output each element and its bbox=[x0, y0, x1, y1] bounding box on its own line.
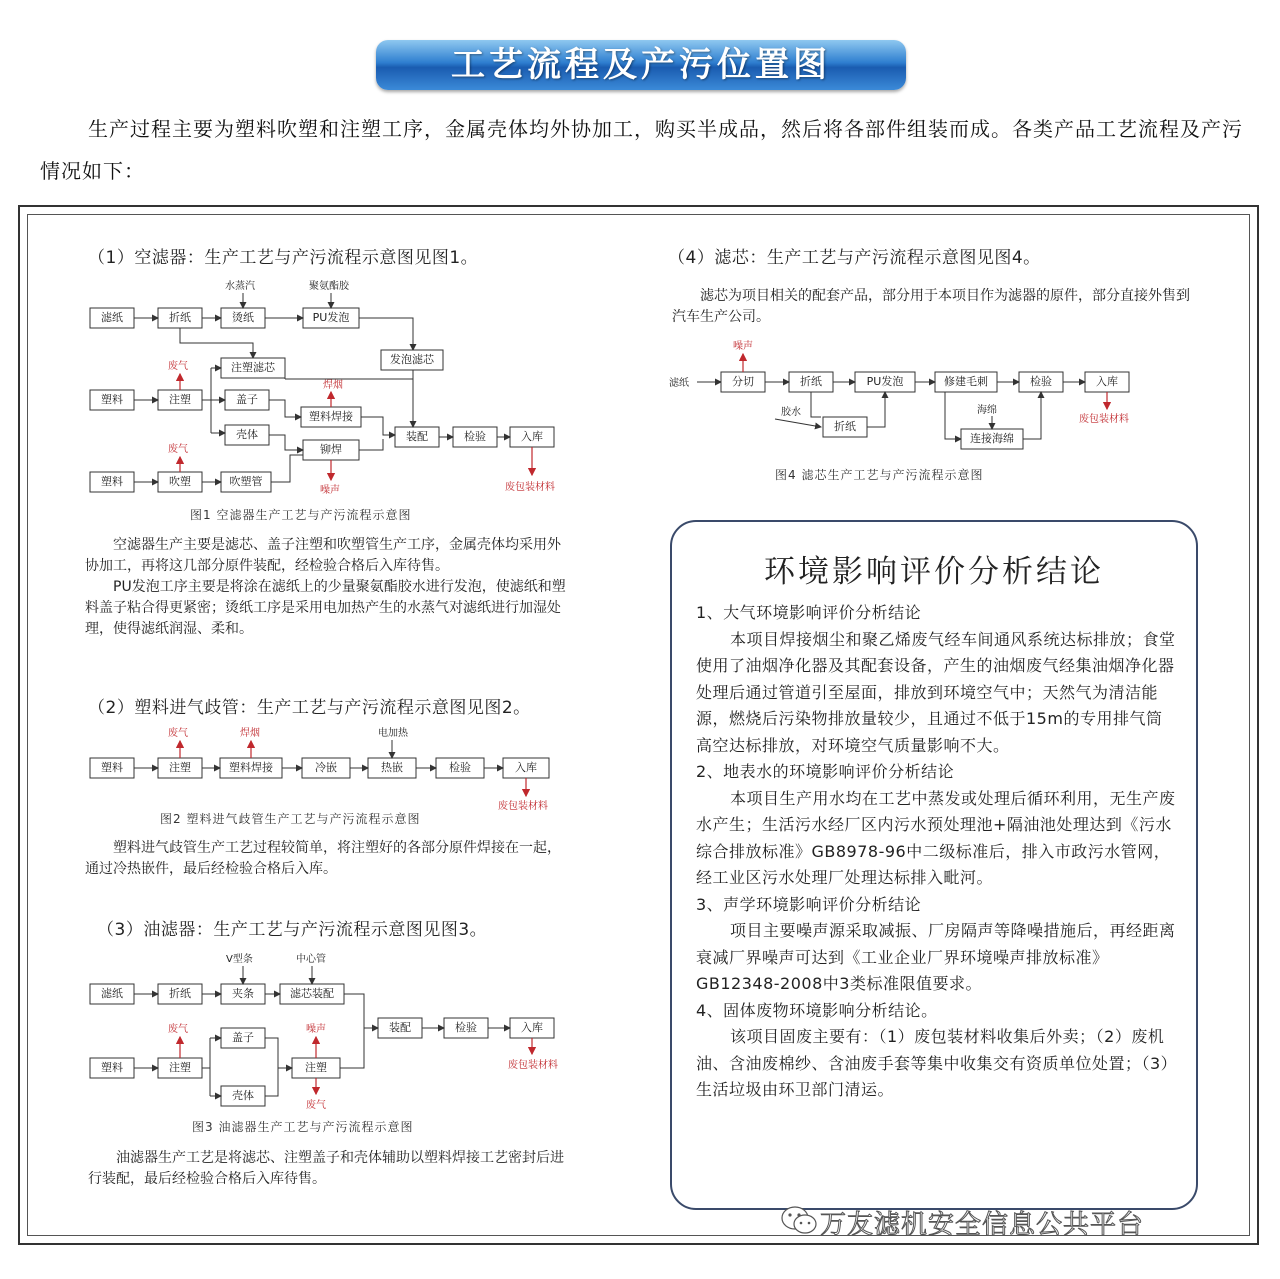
section3-para1: 油滤器生产工艺是将滤芯、注塑盖子和壳体辅助以塑料焊接工艺密封后进行装配，最后经检验合格后入库待售。 bbox=[88, 1150, 564, 1187]
svg-text:入库: 入库 bbox=[521, 430, 543, 443]
conclusion-body bbox=[696, 600, 1176, 1104]
svg-text:烫纸: 烫纸 bbox=[232, 311, 254, 324]
node-ruku bbox=[510, 1018, 554, 1038]
node-tangzhi bbox=[221, 308, 265, 328]
node-chuisu bbox=[158, 472, 202, 492]
figure2-flowchart bbox=[88, 722, 568, 814]
watermark-text: 万友滤机安全信息公共平台 bbox=[820, 1210, 1145, 1240]
svg-text:入库: 入库 bbox=[515, 761, 537, 774]
svg-text:盖子: 盖子 bbox=[236, 393, 258, 406]
node-zhuangpei bbox=[378, 1018, 422, 1038]
node-suliao bbox=[90, 758, 134, 778]
svg-text:滤纸: 滤纸 bbox=[101, 311, 123, 324]
svg-text:检验: 检验 bbox=[455, 1021, 477, 1034]
node-jianyan bbox=[444, 1018, 488, 1038]
section4-para1: 滤芯为项目相关的配套产品，部分用于本项目作为滤器的原件，部分直接外售到汽车生产公司。 bbox=[672, 288, 1190, 325]
svg-text:冷嵌: 冷嵌 bbox=[315, 761, 337, 774]
svg-text:注塑: 注塑 bbox=[169, 1061, 191, 1074]
svg-text:壳体: 壳体 bbox=[232, 1089, 254, 1102]
section3-text bbox=[88, 1148, 570, 1190]
node-kety bbox=[221, 1086, 265, 1106]
node-suliao bbox=[90, 1058, 134, 1078]
node-fapaolvxin bbox=[381, 350, 443, 370]
label-feiqi2: 废气 bbox=[168, 444, 188, 455]
node-lvzhi bbox=[90, 984, 134, 1004]
node-jianyan bbox=[1019, 372, 1063, 392]
svg-text:入库: 入库 bbox=[1096, 375, 1118, 388]
node-zhuangpei-a bbox=[395, 427, 439, 447]
svg-text:塑料焊接: 塑料焊接 bbox=[309, 410, 353, 423]
svg-text:检验: 检验 bbox=[449, 761, 471, 774]
figure3-caption: 图3 油滤器生产工艺与产污流程示意图 bbox=[192, 1120, 414, 1134]
label-vshutiao: V型条 bbox=[226, 954, 253, 965]
node-zhezhi bbox=[158, 984, 202, 1004]
node-kety bbox=[225, 425, 269, 445]
label-zaosheng: 噪声 bbox=[733, 341, 753, 352]
svg-text:塑料: 塑料 bbox=[101, 475, 123, 488]
conclusion-title: 环境影响评价分析结论 bbox=[764, 554, 1104, 590]
label-jiaoshui: 胶水 bbox=[781, 407, 801, 418]
svg-text:注塑: 注塑 bbox=[169, 761, 191, 774]
svg-text:检验: 检验 bbox=[464, 430, 486, 443]
node-suliao bbox=[90, 390, 134, 410]
label-feiqi1: 废气 bbox=[168, 1024, 188, 1035]
node-jianyan bbox=[453, 427, 497, 447]
svg-text:折纸: 折纸 bbox=[169, 987, 191, 1000]
svg-text:塑料: 塑料 bbox=[101, 393, 123, 406]
intro-paragraph: 生产过程主要为塑料吹塑和注塑工序，金属壳体均外协加工，购买半成品，然后将各部件组装而成。各类产品工艺流程及产污情况如下： bbox=[40, 117, 1243, 183]
label-feiqi2: 废气 bbox=[306, 1100, 326, 1111]
svg-text:滤纸: 滤纸 bbox=[101, 987, 123, 1000]
section1-para1: 空滤器生产主要是滤芯、盖子注塑和吹塑管生产工序，金属壳体均采用外协加工，再将这几部分原件装配，经检验合格后入库待售。 bbox=[85, 537, 561, 574]
conclusion-heading-1: 1、大气环境影响评价分析结论 bbox=[696, 603, 922, 622]
node-gaizi bbox=[221, 1028, 265, 1048]
section1-text bbox=[85, 535, 567, 640]
node-jiatiao bbox=[221, 984, 265, 1004]
node-xiujian bbox=[935, 372, 997, 392]
node-suliaohanjie bbox=[220, 758, 282, 778]
section1-title: （1）空滤器：生产工艺与产污流程示意图见图1。 bbox=[88, 248, 479, 268]
svg-text:折纸: 折纸 bbox=[800, 375, 822, 388]
node-zhusu2 bbox=[292, 1058, 340, 1078]
label-feibaozhuang: 废包装材料 bbox=[505, 482, 555, 493]
conclusion-heading-2: 2、地表水的环境影响评价分析结论 bbox=[696, 762, 955, 781]
figure1-caption: 图1 空滤器生产工艺与产污流程示意图 bbox=[190, 508, 412, 522]
label-dianjiare: 电加热 bbox=[378, 728, 408, 739]
label-zaosheng: 噪声 bbox=[320, 485, 340, 496]
conclusion-box bbox=[670, 520, 1198, 1210]
node-lianjie bbox=[961, 429, 1023, 449]
figure1-flowchart bbox=[85, 275, 585, 500]
section2-text bbox=[85, 838, 567, 880]
label-feibaozhuang: 废包装材料 bbox=[498, 801, 548, 812]
conclusion-text-4: 该项目固废主要有：（1）废包装材料收集后外卖；（2）废机油、含油废棉纱、含油废手套等集中收集交有资质单位处置；（3）生活垃圾由环卫部门清运。 bbox=[696, 1027, 1170, 1099]
svg-text:吹塑: 吹塑 bbox=[169, 475, 191, 488]
node-reqian bbox=[368, 758, 416, 778]
svg-text:铆焊: 铆焊 bbox=[320, 443, 342, 456]
svg-text:修建毛刺: 修建毛刺 bbox=[944, 375, 988, 388]
svg-text:入库: 入库 bbox=[521, 1021, 543, 1034]
conclusion-text-2: 本项目生产用水均在工艺中蒸发或处理后循环利用，无生产废水产生；生活污水经厂区内污水预处理池+隔油池处理达到《污水综合排放标准》GB8978-96中二级标准后，排入市政污水管网，经工业区污水处理厂处理达标排入毗河。 bbox=[696, 788, 1176, 887]
node-suliao2 bbox=[90, 472, 134, 492]
page-title: 工艺流程及产污位置图 bbox=[376, 40, 906, 90]
svg-text:夹条: 夹条 bbox=[232, 987, 254, 1000]
label-feibaozhuang: 废包装材料 bbox=[508, 1060, 558, 1071]
node-ruku bbox=[503, 758, 549, 778]
label-feiqi: 废气 bbox=[168, 728, 188, 739]
node-pufapao bbox=[303, 308, 359, 328]
figure4-caption: 图4 滤芯生产工艺与产污流程示意图 bbox=[775, 468, 984, 482]
node-zhezhi2 bbox=[823, 417, 867, 437]
label-feiqi1: 废气 bbox=[168, 361, 188, 372]
node-ruku bbox=[510, 427, 554, 447]
svg-text:热嵌: 热嵌 bbox=[381, 761, 403, 774]
svg-text:连接海绵: 连接海绵 bbox=[970, 432, 1014, 445]
conclusion-text-3: 项目主要噪声源采取减振、厂房隔声等降噪措施后，再经距离衰减厂界噪声可达到《工业企业厂界环境噪声排放标准》GB12348-2008中3类标准限值要求。 bbox=[696, 921, 1176, 993]
label-feibaozhuang: 废包装材料 bbox=[1079, 414, 1129, 425]
svg-text:折纸: 折纸 bbox=[834, 420, 856, 433]
section3-title: （3）油滤器：生产工艺与产污流程示意图见图3。 bbox=[97, 920, 488, 940]
svg-text:注塑滤芯: 注塑滤芯 bbox=[231, 361, 275, 374]
svg-text:塑料焊接: 塑料焊接 bbox=[229, 761, 273, 774]
node-zhusu bbox=[158, 390, 202, 410]
svg-text:折纸: 折纸 bbox=[169, 311, 191, 324]
label-zhongxinguan: 中心管 bbox=[296, 954, 326, 965]
node-gaizi bbox=[225, 390, 269, 410]
label-juanzhi: 聚氨酯胶 bbox=[309, 281, 349, 292]
wechat-icon bbox=[780, 1205, 818, 1237]
node-lvzhi: 滤纸 bbox=[669, 378, 689, 389]
label-haimian: 海绵 bbox=[977, 405, 997, 416]
node-zhusu bbox=[158, 1058, 202, 1078]
svg-text:发泡滤芯: 发泡滤芯 bbox=[390, 353, 434, 366]
node-jianyan bbox=[436, 758, 484, 778]
section4-title: （4）滤芯：生产工艺与产污流程示意图见图4。 bbox=[668, 248, 1041, 268]
svg-text:注塑: 注塑 bbox=[169, 393, 191, 406]
svg-text:注塑: 注塑 bbox=[305, 1061, 327, 1074]
node-fenqie bbox=[721, 372, 765, 392]
section1-para2: PU发泡工序主要是将涂在滤纸上的少量聚氨酯胶水进行发泡，使滤纸和塑料盖子粘合得更紧密；烫纸工序是采用电加热产生的水蒸气对滤纸进行加湿处理，使得滤纸润湿、柔和。 bbox=[85, 579, 566, 637]
svg-text:盖子: 盖子 bbox=[232, 1031, 254, 1044]
node-suliaohanjie bbox=[301, 407, 361, 427]
conclusion-heading-3: 3、声学环境影响评价分析结论 bbox=[696, 894, 922, 914]
svg-text:PU发泡: PU发泡 bbox=[866, 375, 904, 388]
node-chuisuguan bbox=[221, 472, 271, 492]
node-pufapao bbox=[855, 372, 915, 392]
node-maohan bbox=[303, 440, 359, 460]
section2-title: （2）塑料进气歧管：生产工艺与产污流程示意图见图2。 bbox=[88, 698, 531, 718]
svg-text:检验: 检验 bbox=[1030, 375, 1052, 388]
label-hanyan: 焊烟 bbox=[240, 728, 260, 739]
figure4-flowchart bbox=[665, 335, 1185, 460]
label-shuizhengqi: 水蒸汽 bbox=[225, 281, 255, 292]
svg-text:分切: 分切 bbox=[732, 375, 754, 388]
svg-text:装配: 装配 bbox=[389, 1021, 411, 1034]
conclusion-heading-4: 4、固体废物环境影响分析结论。 bbox=[696, 1000, 938, 1020]
node-zhusulvxin bbox=[221, 358, 285, 378]
node-zhezhi bbox=[158, 308, 202, 328]
svg-text:装配: 装配 bbox=[406, 430, 428, 443]
section2-para1: 塑料进气歧管生产工艺过程较简单，将注塑好的各部分原件焊接在一起，通过冷热嵌件，最后经检验合格后入库。 bbox=[85, 840, 561, 877]
node-lengqian bbox=[302, 758, 350, 778]
svg-text:PU发泡: PU发泡 bbox=[312, 311, 350, 324]
figure3-flowchart bbox=[88, 948, 568, 1118]
svg-text:壳体: 壳体 bbox=[236, 428, 258, 441]
svg-text:滤芯装配: 滤芯装配 bbox=[290, 987, 334, 1000]
figure2-caption: 图2 塑料进气歧管生产工艺与产污流程示意图 bbox=[160, 812, 421, 826]
label-hanyan: 焊烟 bbox=[323, 380, 343, 391]
node-zhusu bbox=[158, 758, 202, 778]
node-ruku bbox=[1085, 372, 1129, 392]
svg-text:塑料: 塑料 bbox=[101, 1061, 123, 1074]
node-lvzhi bbox=[90, 308, 134, 328]
conclusion-text-1: 本项目焊接烟尘和聚乙烯废气经车间通风系统达标排放；食堂使用了油烟净化器及其配套设备，产生的油烟废气经集油烟净化器处理后通过管道引至屋面，排放到环境空气中；天然气为清洁能源，燃烧后污染物排放量较少，且通过不低于15m的专用排气筒高空达标排放，对环境空气质量影响不大。 bbox=[696, 629, 1176, 755]
svg-text:塑料: 塑料 bbox=[101, 761, 123, 774]
label-zaosheng: 噪声 bbox=[306, 1024, 326, 1035]
node-lvxinzhuangpei bbox=[280, 984, 344, 1004]
node-zhezhi bbox=[789, 372, 833, 392]
section4-text bbox=[672, 286, 1197, 328]
svg-text:吹塑管: 吹塑管 bbox=[229, 475, 263, 488]
